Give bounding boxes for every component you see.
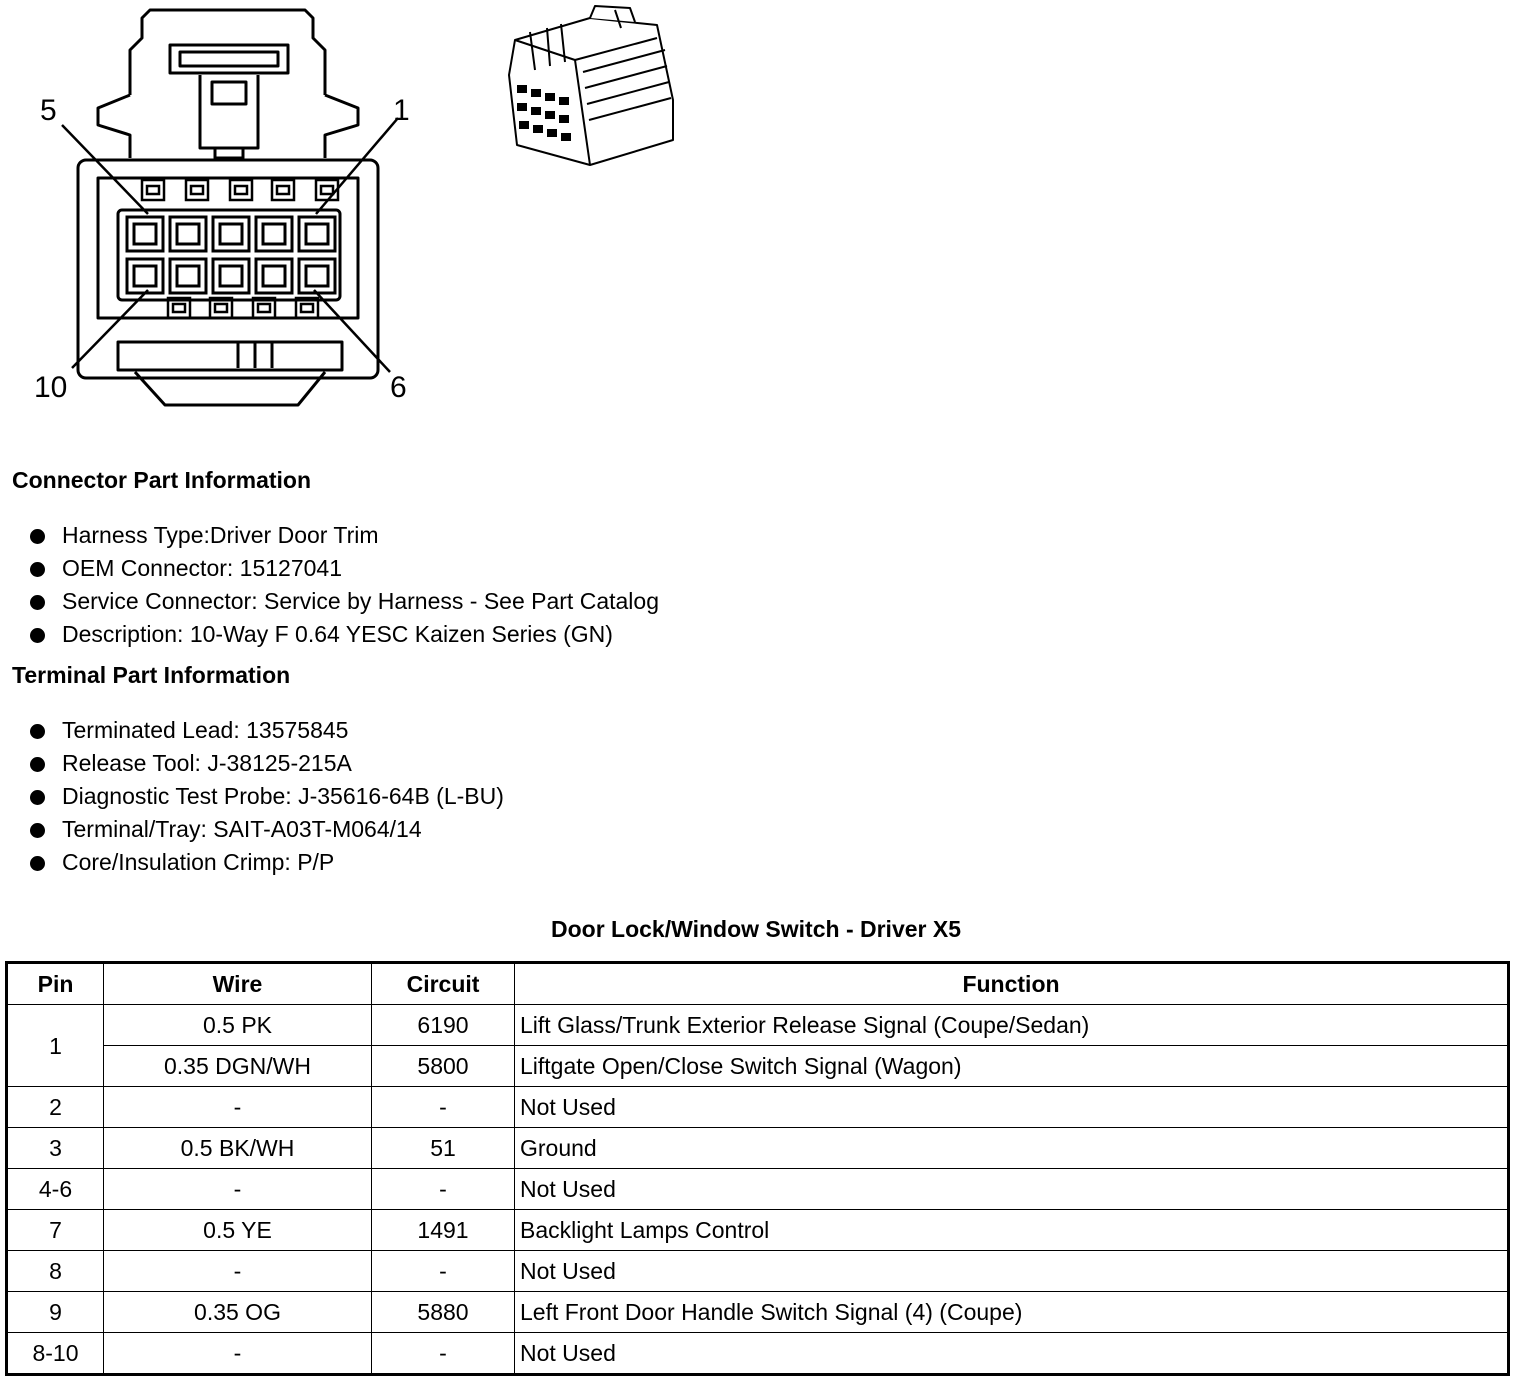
connector-face-diagram [0,0,440,420]
table-row [7,1128,1509,1169]
bullet-icon [30,856,45,871]
connector-info-list [28,519,659,651]
table-row [7,1046,1509,1087]
pinout-table [5,961,1510,1376]
connector-info-description: Description: 10-Way F 0.64 YESC Kaizen Series (GN) [62,621,613,647]
cell-pin: 9 [7,1292,104,1333]
list-item [28,585,659,618]
bullet-icon [30,562,45,577]
bullet-icon [30,790,45,805]
bullet-icon [30,724,45,739]
cell-circuit: 1491 [372,1210,515,1251]
cell-wire: 0.35 OG [104,1292,372,1333]
terminal-info-terminated-lead: Terminated Lead: 13575845 [62,717,349,743]
cell-pin: 2 [7,1087,104,1128]
list-item [28,714,504,747]
terminal-info-test-probe: Diagnostic Test Probe: J-35616-64B (L-BU) [62,783,504,809]
connector-info-oem-connector: OEM Connector: 15127041 [62,555,343,581]
cell-circuit: - [372,1333,515,1375]
cell-function: Backlight Lamps Control [515,1210,1509,1251]
column-header-circuit: Circuit [372,963,515,1005]
cell-circuit: 5800 [372,1046,515,1087]
cell-pin: 1 [7,1005,104,1087]
cell-wire: - [104,1169,372,1210]
terminal-info-crimp: Core/Insulation Crimp: P/P [62,849,335,875]
cell-function: Liftgate Open/Close Switch Signal (Wagon) [515,1046,1509,1087]
cell-function: Ground [515,1128,1509,1169]
list-item [28,519,659,552]
cell-function: Not Used [515,1251,1509,1292]
cell-circuit: 51 [372,1128,515,1169]
bullet-icon [30,529,45,544]
terminal-info-release-tool: Release Tool: J-38125-215A [62,750,352,776]
list-item [28,846,504,879]
bullet-icon [30,823,45,838]
connector-info-harness-type: Harness Type:Driver Door Trim [62,522,379,548]
cell-circuit: - [372,1251,515,1292]
table-row [7,1087,1509,1128]
table-header-row [7,963,1509,1005]
cell-function: Not Used [515,1169,1509,1210]
cell-function: Not Used [515,1333,1509,1375]
column-header-function: Function [515,963,1509,1005]
cell-wire: 0.5 BK/WH [104,1128,372,1169]
column-header-pin: Pin [7,963,104,1005]
list-item [28,618,659,651]
terminal-info-terminal-tray: Terminal/Tray: SAIT-A03T-M064/14 [62,816,422,842]
table-row [7,1005,1509,1046]
cell-function: Lift Glass/Trunk Exterior Release Signal (Coupe/Sedan) [515,1005,1509,1046]
pin-label-6: 6 [390,371,407,404]
pin-label-5: 5 [40,94,57,127]
cell-pin: 7 [7,1210,104,1251]
cell-circuit: 5880 [372,1292,515,1333]
cell-wire: - [104,1251,372,1292]
table-row [7,1251,1509,1292]
cell-function: Not Used [515,1087,1509,1128]
cell-circuit: - [372,1087,515,1128]
connector-3d-illustration [495,0,685,175]
cell-wire: 0.5 YE [104,1210,372,1251]
cell-wire: 0.5 PK [104,1005,372,1046]
bullet-icon [30,628,45,643]
cell-pin: 8-10 [7,1333,104,1375]
pin-label-10: 10 [34,371,68,404]
list-item [28,813,504,846]
terminal-info-list [28,714,504,879]
connector-info-service-connector: Service Connector: Service by Harness - See Part Catalog [62,588,659,614]
table-row [7,1292,1509,1333]
table-row [7,1333,1509,1375]
cell-function: Left Front Door Handle Switch Signal (4) (Coupe) [515,1292,1509,1333]
list-item [28,552,659,585]
bullet-icon [30,757,45,772]
table-title: Door Lock/Window Switch - Driver X5 [550,916,961,942]
cell-wire: - [104,1333,372,1375]
list-item [28,747,504,780]
cell-circuit: 6190 [372,1005,515,1046]
cell-wire: - [104,1087,372,1128]
column-header-wire: Wire [104,963,372,1005]
terminal-info-heading: Terminal Part Information [12,662,291,688]
table-row [7,1169,1509,1210]
bullet-icon [30,595,45,610]
table-row [7,1210,1509,1251]
cell-pin: 4-6 [7,1169,104,1210]
cell-pin: 8 [7,1251,104,1292]
list-item [28,780,504,813]
cell-pin: 3 [7,1128,104,1169]
cell-wire: 0.35 DGN/WH [104,1046,372,1087]
cell-circuit: - [372,1169,515,1210]
connector-info-heading: Connector Part Information [12,467,312,493]
pin-label-1: 1 [393,94,410,127]
